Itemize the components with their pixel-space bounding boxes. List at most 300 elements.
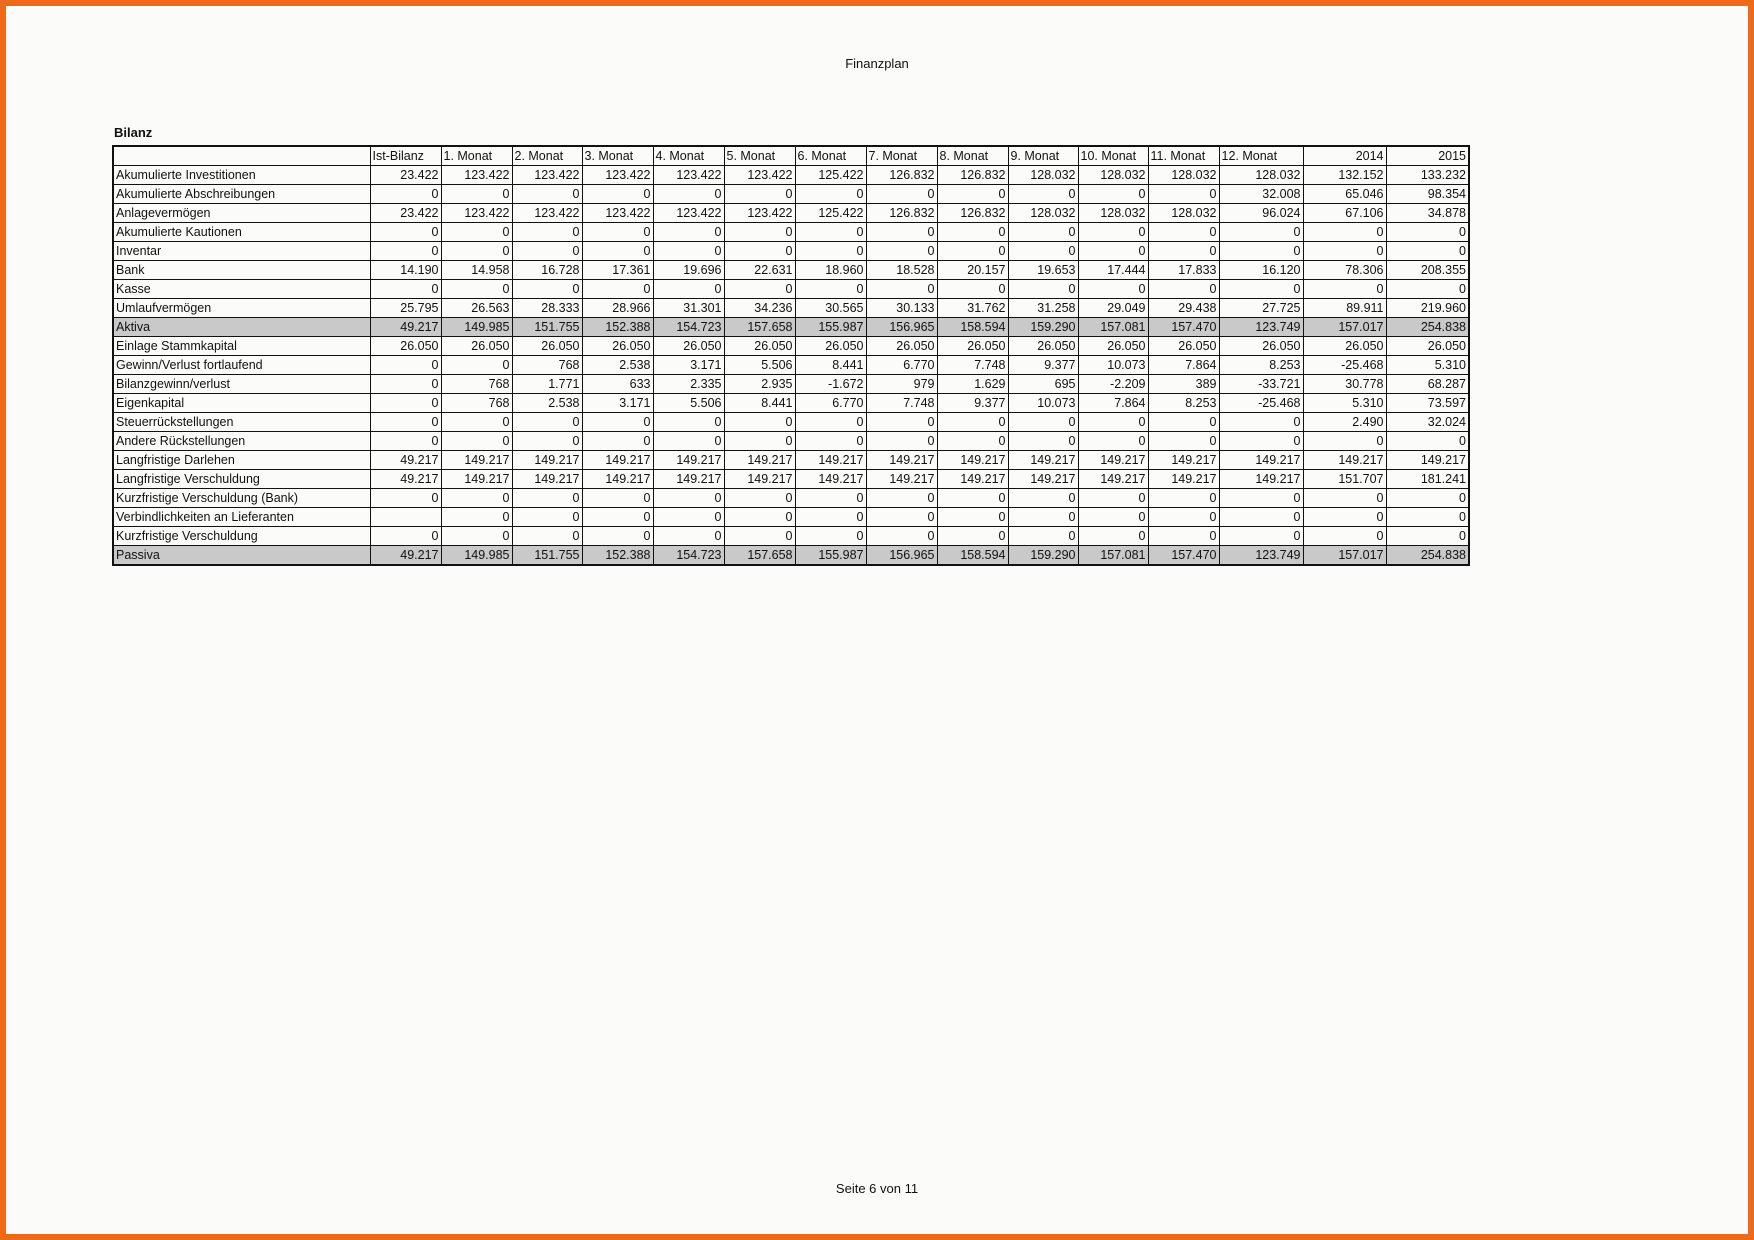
row-label: Kurzfristige Verschuldung [113,527,370,546]
value-cell: 0 [512,508,582,527]
value-cell: 6.770 [866,356,937,375]
value-cell: 0 [724,489,795,508]
value-cell: 0 [866,280,937,299]
table-row [113,337,1469,356]
row-label: Langfristige Darlehen [113,451,370,470]
value-cell: 17.361 [582,261,653,280]
value-cell: 0 [795,432,866,451]
value-cell: 14.958 [441,261,512,280]
value-cell: 0 [582,242,653,261]
value-cell: 0 [441,432,512,451]
value-cell: 123.422 [512,166,582,185]
value-cell: 0 [1078,413,1148,432]
value-cell: 26.050 [1148,337,1219,356]
value-cell: 768 [512,356,582,375]
value-cell: 0 [795,223,866,242]
table-row [113,508,1469,527]
value-cell: 0 [1219,223,1303,242]
value-cell: -33.721 [1219,375,1303,394]
value-cell: 0 [441,489,512,508]
value-cell: 149.217 [1008,470,1078,489]
value-cell: 18.960 [795,261,866,280]
value-cell: 0 [441,508,512,527]
value-cell: 0 [1008,242,1078,261]
value-cell: 0 [937,413,1008,432]
value-cell: 0 [441,280,512,299]
value-cell: 0 [724,508,795,527]
value-cell: -1.672 [795,375,866,394]
value-cell: 0 [370,356,441,375]
table-row [113,280,1469,299]
value-cell: 149.217 [441,470,512,489]
value-cell: 0 [1078,432,1148,451]
value-cell: 0 [724,280,795,299]
row-label: Einlage Stammkapital [113,337,370,356]
value-cell: 0 [1008,280,1078,299]
value-cell: 16.120 [1219,261,1303,280]
value-cell: 0 [1219,413,1303,432]
header-blank-cell [113,146,370,166]
value-cell: 0 [1303,432,1386,451]
value-cell: 0 [1008,489,1078,508]
value-cell: 158.594 [937,546,1008,566]
value-cell: 0 [441,185,512,204]
value-cell: 0 [1219,280,1303,299]
value-cell: 181.241 [1386,470,1469,489]
column-header: 8. Monat [937,146,1008,166]
value-cell: 0 [1008,413,1078,432]
table-row [113,242,1469,261]
value-cell: 26.563 [441,299,512,318]
table-row [113,451,1469,470]
value-cell: 0 [1008,185,1078,204]
column-header: 2014 [1303,146,1386,166]
value-cell: 26.050 [1386,337,1469,356]
value-cell: 0 [1386,527,1469,546]
value-cell: 149.985 [441,318,512,337]
value-cell: 5.506 [724,356,795,375]
row-label: Steuerrückstellungen [113,413,370,432]
value-cell: 128.032 [1008,204,1078,223]
value-cell: 157.081 [1078,546,1148,566]
value-cell: 0 [512,432,582,451]
value-cell: 0 [370,489,441,508]
value-cell: 0 [937,242,1008,261]
value-cell: 149.217 [512,451,582,470]
value-cell: 26.050 [937,337,1008,356]
value-cell: 152.388 [582,318,653,337]
value-cell: 9.377 [1008,356,1078,375]
value-cell: 34.878 [1386,204,1469,223]
table-row [113,261,1469,280]
row-label: Kasse [113,280,370,299]
value-cell: 0 [1386,508,1469,527]
value-cell: -2.209 [1078,375,1148,394]
table-row [113,375,1469,394]
value-cell: 0 [512,413,582,432]
value-cell: 0 [441,356,512,375]
value-cell: 0 [724,185,795,204]
value-cell: 149.217 [582,451,653,470]
row-label: Passiva [113,546,370,566]
value-cell: 8.253 [1219,356,1303,375]
value-cell: 0 [1148,280,1219,299]
total-row [113,546,1469,566]
row-label: Aktiva [113,318,370,337]
value-cell: 0 [1148,242,1219,261]
row-label: Bilanzgewinn/verlust [113,375,370,394]
value-cell: 0 [512,242,582,261]
value-cell: 0 [866,489,937,508]
value-cell: 8.441 [724,394,795,413]
value-cell: 0 [582,489,653,508]
value-cell: 158.594 [937,318,1008,337]
value-cell: 7.748 [866,394,937,413]
column-header: 4. Monat [653,146,724,166]
value-cell: 25.795 [370,299,441,318]
table-row [113,527,1469,546]
value-cell: 5.506 [653,394,724,413]
column-header: 9. Monat [1008,146,1078,166]
value-cell: 157.470 [1148,318,1219,337]
value-cell: 0 [795,185,866,204]
value-cell: 0 [866,185,937,204]
value-cell: 155.987 [795,318,866,337]
value-cell: 149.217 [1008,451,1078,470]
value-cell: 0 [1303,223,1386,242]
value-cell: 126.832 [937,166,1008,185]
value-cell: 0 [866,223,937,242]
value-cell: 0 [370,223,441,242]
value-cell: 26.050 [724,337,795,356]
table-row [113,413,1469,432]
bilanz-table-container [112,145,1470,566]
value-cell: 123.749 [1219,546,1303,566]
row-label: Bank [113,261,370,280]
value-cell: 128.032 [1219,166,1303,185]
value-cell: 0 [653,413,724,432]
value-cell: 0 [1219,432,1303,451]
value-cell: 0 [1303,489,1386,508]
table-row [113,185,1469,204]
table-row [113,204,1469,223]
row-label: Akumulierte Abschreibungen [113,185,370,204]
value-cell: 123.422 [653,166,724,185]
value-cell: 149.217 [937,451,1008,470]
table-header-row [113,146,1469,166]
value-cell: 633 [582,375,653,394]
value-cell: 0 [937,508,1008,527]
column-header: Ist-Bilanz [370,146,441,166]
value-cell: 159.290 [1008,546,1078,566]
column-header: 11. Monat [1148,146,1219,166]
value-cell: 67.106 [1303,204,1386,223]
value-cell: 2.538 [582,356,653,375]
bilanz-table [112,145,1470,566]
value-cell: 0 [582,185,653,204]
value-cell: 154.723 [653,318,724,337]
value-cell: 0 [866,527,937,546]
value-cell: 149.217 [866,451,937,470]
value-cell: 0 [1008,527,1078,546]
value-cell: 0 [1008,508,1078,527]
value-cell: 151.707 [1303,470,1386,489]
value-cell: 0 [1148,413,1219,432]
value-cell: 0 [441,413,512,432]
value-cell: 123.749 [1219,318,1303,337]
value-cell: 151.755 [512,546,582,566]
value-cell: 2.335 [653,375,724,394]
value-cell: 20.157 [937,261,1008,280]
value-cell: 0 [1386,280,1469,299]
value-cell: 126.832 [866,204,937,223]
value-cell: 89.911 [1303,299,1386,318]
value-cell: -25.468 [1303,356,1386,375]
value-cell: 8.253 [1148,394,1219,413]
value-cell: 0 [1386,489,1469,508]
column-header: 12. Monat [1219,146,1303,166]
value-cell: 157.470 [1148,546,1219,566]
value-cell: 3.171 [653,356,724,375]
value-cell: 0 [1386,223,1469,242]
value-cell: 30.778 [1303,375,1386,394]
value-cell: 149.217 [795,470,866,489]
row-label: Akumulierte Kautionen [113,223,370,242]
column-header: 2. Monat [512,146,582,166]
value-cell: 0 [653,432,724,451]
column-header: 2015 [1386,146,1469,166]
value-cell: 0 [937,223,1008,242]
value-cell: 0 [653,223,724,242]
table-row [113,223,1469,242]
value-cell: 149.217 [1078,451,1148,470]
value-cell: 768 [441,375,512,394]
value-cell: 389 [1148,375,1219,394]
value-cell: 0 [653,508,724,527]
value-cell: 128.032 [1148,204,1219,223]
value-cell: 149.217 [441,451,512,470]
row-label: Anlagevermögen [113,204,370,223]
value-cell: 0 [795,508,866,527]
value-cell: 98.354 [1386,185,1469,204]
value-cell: 0 [724,223,795,242]
section-title: Bilanz [114,125,153,140]
total-row [113,318,1469,337]
value-cell: 156.965 [866,318,937,337]
value-cell: 149.217 [1219,451,1303,470]
value-cell: 149.217 [582,470,653,489]
value-cell: 0 [653,185,724,204]
value-cell: 23.422 [370,204,441,223]
value-cell: 126.832 [937,204,1008,223]
value-cell: 149.217 [937,470,1008,489]
value-cell: 208.355 [1386,261,1469,280]
value-cell: 2.490 [1303,413,1386,432]
value-cell: 0 [1303,280,1386,299]
value-cell: 0 [795,527,866,546]
value-cell: 0 [582,527,653,546]
value-cell: 26.050 [1008,337,1078,356]
value-cell: 27.725 [1219,299,1303,318]
column-header: 1. Monat [441,146,512,166]
row-label: Verbindlichkeiten an Lieferanten [113,508,370,527]
row-label: Umlaufvermögen [113,299,370,318]
value-cell: -25.468 [1219,394,1303,413]
value-cell: 26.050 [1219,337,1303,356]
value-cell: 0 [1148,223,1219,242]
value-cell: 149.217 [653,451,724,470]
value-cell: 128.032 [1078,166,1148,185]
table-row [113,432,1469,451]
value-cell: 152.388 [582,546,653,566]
table-row [113,299,1469,318]
value-cell: 7.864 [1148,356,1219,375]
value-cell: 0 [1219,508,1303,527]
value-cell: 0 [582,280,653,299]
value-cell [370,508,441,527]
value-cell: 28.966 [582,299,653,318]
value-cell: 1.629 [937,375,1008,394]
value-cell: 0 [866,508,937,527]
value-cell: 0 [937,489,1008,508]
value-cell: 0 [724,432,795,451]
value-cell: 10.073 [1078,356,1148,375]
row-label: Andere Rückstellungen [113,432,370,451]
value-cell: 0 [1078,508,1148,527]
value-cell: 0 [512,185,582,204]
value-cell: 125.422 [795,204,866,223]
value-cell: 149.217 [1219,470,1303,489]
value-cell: 26.050 [653,337,724,356]
value-cell: 31.301 [653,299,724,318]
value-cell: 5.310 [1386,356,1469,375]
column-header: 10. Monat [1078,146,1148,166]
value-cell: 123.422 [441,166,512,185]
value-cell: 149.217 [653,470,724,489]
value-cell: 125.422 [795,166,866,185]
value-cell: 0 [937,280,1008,299]
table-row [113,356,1469,375]
value-cell: 26.050 [582,337,653,356]
value-cell: 0 [512,527,582,546]
value-cell: 29.049 [1078,299,1148,318]
value-cell: 157.658 [724,546,795,566]
table-row [113,489,1469,508]
value-cell: 32.024 [1386,413,1469,432]
value-cell: 0 [1386,242,1469,261]
value-cell: 14.190 [370,261,441,280]
value-cell: 23.422 [370,166,441,185]
value-cell: 128.032 [1078,204,1148,223]
value-cell: 10.073 [1008,394,1078,413]
value-cell: 0 [370,375,441,394]
value-cell: 156.965 [866,546,937,566]
value-cell: 123.422 [653,204,724,223]
value-cell: 26.050 [795,337,866,356]
value-cell: 126.832 [866,166,937,185]
value-cell: 979 [866,375,937,394]
value-cell: 0 [1008,432,1078,451]
value-cell: 3.171 [582,394,653,413]
value-cell: 19.653 [1008,261,1078,280]
value-cell: 0 [1008,223,1078,242]
value-cell: 0 [1078,489,1148,508]
value-cell: 254.838 [1386,318,1469,337]
value-cell: 0 [441,242,512,261]
value-cell: 149.217 [512,470,582,489]
value-cell: 0 [795,489,866,508]
value-cell: 0 [582,413,653,432]
value-cell: 0 [1303,508,1386,527]
value-cell: 157.017 [1303,318,1386,337]
value-cell: 254.838 [1386,546,1469,566]
value-cell: 149.217 [1148,451,1219,470]
value-cell: 0 [1303,242,1386,261]
value-cell: 31.258 [1008,299,1078,318]
page-footer: Seite 6 von 11 [835,1181,919,1196]
value-cell: 155.987 [795,546,866,566]
value-cell: 26.050 [370,337,441,356]
row-label: Langfristige Verschuldung [113,470,370,489]
value-cell: 768 [441,394,512,413]
value-cell: 0 [512,223,582,242]
value-cell: 26.050 [866,337,937,356]
value-cell: 26.050 [441,337,512,356]
value-cell: 65.046 [1303,185,1386,204]
row-label: Kurzfristige Verschuldung (Bank) [113,489,370,508]
value-cell: 123.422 [724,166,795,185]
value-cell: 0 [795,280,866,299]
value-cell: 0 [1219,527,1303,546]
value-cell: 26.050 [1303,337,1386,356]
value-cell: 0 [866,432,937,451]
value-cell: 0 [441,527,512,546]
value-cell: 0 [653,527,724,546]
value-cell: 157.081 [1078,318,1148,337]
value-cell: 68.287 [1386,375,1469,394]
value-cell: 0 [866,413,937,432]
value-cell: 149.217 [866,470,937,489]
value-cell: 0 [1148,489,1219,508]
value-cell: 0 [1219,242,1303,261]
column-header: 6. Monat [795,146,866,166]
value-cell: 7.864 [1078,394,1148,413]
value-cell: 123.422 [441,204,512,223]
value-cell: 0 [653,489,724,508]
value-cell: 0 [724,242,795,261]
value-cell: 0 [370,432,441,451]
value-cell: 22.631 [724,261,795,280]
value-cell: 29.438 [1148,299,1219,318]
value-cell: 28.333 [512,299,582,318]
value-cell: 0 [1148,527,1219,546]
value-cell: 78.306 [1303,261,1386,280]
value-cell: 17.833 [1148,261,1219,280]
table-row [113,394,1469,413]
value-cell: 159.290 [1008,318,1078,337]
value-cell: 5.310 [1303,394,1386,413]
value-cell: 0 [1386,432,1469,451]
value-cell: 123.422 [582,166,653,185]
value-cell: 0 [370,242,441,261]
value-cell: 34.236 [724,299,795,318]
value-cell: 219.960 [1386,299,1469,318]
value-cell: 19.696 [653,261,724,280]
value-cell: 2.935 [724,375,795,394]
value-cell: 2.538 [512,394,582,413]
value-cell: 30.565 [795,299,866,318]
value-cell: 7.748 [937,356,1008,375]
